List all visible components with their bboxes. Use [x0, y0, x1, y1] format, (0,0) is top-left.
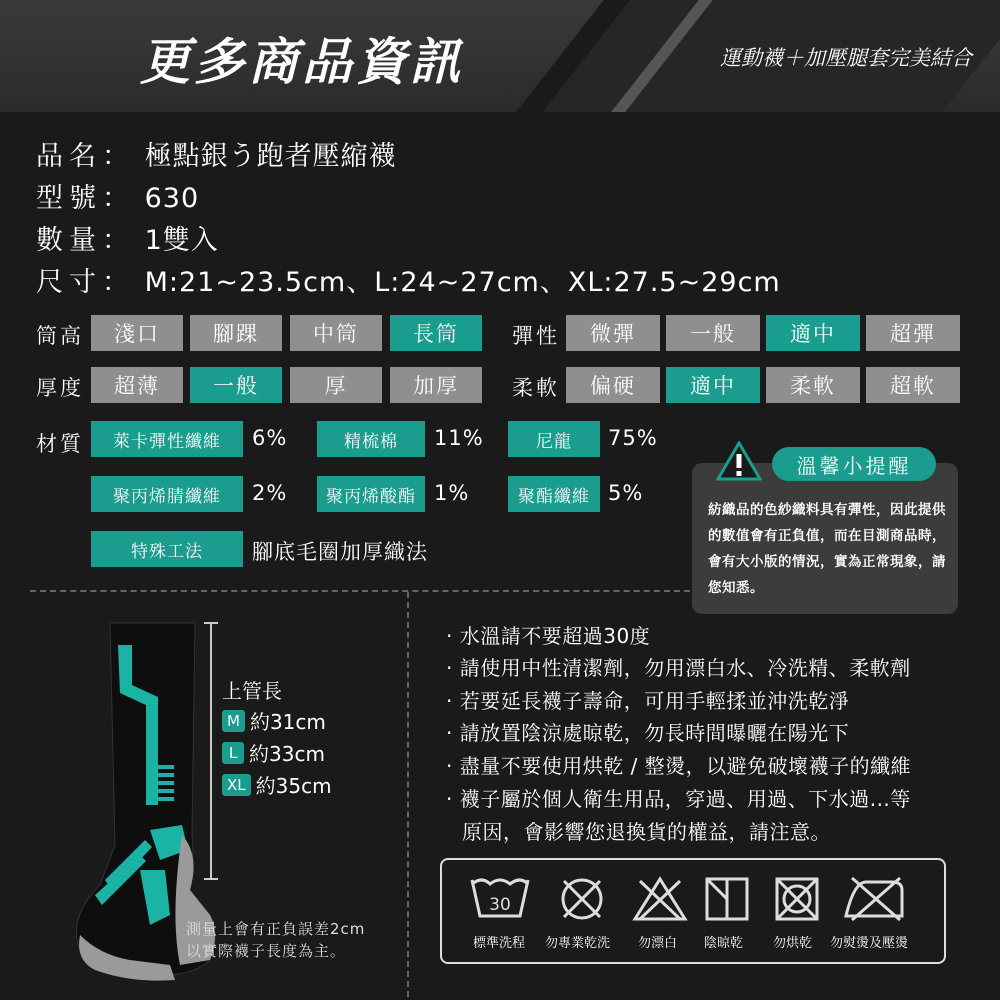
length-title: 上管長	[222, 679, 282, 703]
care-line: · 請使用中性清潔劑，勿用漂白水、冷洗精、柔軟劑	[446, 656, 911, 680]
material-percent: 2%	[252, 481, 288, 505]
care-line: · 若要延長襪子壽命，可用手輕揉並沖洗乾淨	[446, 689, 850, 713]
height-option: 腳踝	[190, 315, 282, 351]
care-line: · 盡量不要使用烘乾 / 整燙，以避免破壞襪子的纖維	[446, 754, 912, 778]
no-bleach-icon	[632, 876, 688, 922]
elasticity-option: 一般	[666, 315, 760, 351]
thickness-option: 厚	[290, 367, 382, 403]
elasticity-label: 彈性	[512, 324, 560, 348]
warning-icon	[716, 441, 762, 481]
material-name: 尼龍	[508, 421, 600, 457]
special-method-value: 腳底毛圈加厚織法	[252, 540, 428, 564]
size-tag: L	[222, 742, 244, 764]
material-percent: 75%	[608, 426, 658, 450]
material-percent: 6%	[252, 426, 288, 450]
length-bracket	[204, 622, 218, 880]
height-option: 中筒	[290, 315, 382, 351]
length-value: 約33cm	[249, 742, 325, 766]
length-row	[222, 738, 325, 767]
length-value: 約35cm	[255, 774, 332, 798]
thickness-option: 超薄	[91, 367, 183, 403]
tip-title: 溫馨小提醒	[772, 447, 936, 481]
thickness-option-selected: 一般	[190, 367, 282, 403]
line-dry-shade-icon	[704, 876, 750, 922]
measure-note-line: 以實際襪子長度為主。	[186, 942, 347, 960]
no-tumble-dry-icon	[774, 876, 820, 922]
page-subtitle: 運動襪＋加壓腿套完美結合	[720, 46, 972, 70]
care-label: 勿烘乾	[773, 936, 813, 951]
measure-note	[186, 918, 365, 962]
material-label: 材質	[36, 432, 84, 456]
softness-option: 偏硬	[566, 367, 660, 403]
page-title: 更多商品資訊	[140, 33, 464, 91]
care-line: · 水溫請不要超過30度	[446, 624, 651, 648]
care-label: 標準洗程	[473, 936, 526, 951]
measure-note-line: 測量上會有正負誤差2cm	[186, 920, 366, 938]
height-label: 筒高	[36, 324, 84, 348]
softness-option: 柔軟	[766, 367, 860, 403]
height-option-selected: 長筒	[390, 315, 482, 351]
care-line: 原因，會影響您退換貨的權益，請注意。	[462, 820, 831, 844]
wash-tub-icon	[468, 874, 532, 922]
care-label: 勿專業乾洗	[545, 936, 611, 951]
material-percent: 1%	[434, 481, 470, 505]
elasticity-option: 微彈	[566, 315, 660, 351]
material-percent: 11%	[434, 426, 484, 450]
care-label: 勿漂白	[638, 936, 678, 951]
elasticity-option: 超彈	[866, 315, 960, 351]
softness-option: 超軟	[866, 367, 960, 403]
wash-temp-text: 30	[489, 895, 511, 915]
length-value: 約31cm	[249, 710, 326, 734]
size-tag: M	[222, 710, 245, 732]
no-iron-icon	[842, 876, 906, 922]
care-label: 勿熨燙及壓燙	[830, 936, 909, 951]
info-quantity: 數量： 1雙入	[36, 225, 219, 256]
info-size: 尺寸： M:21~23.5cm、L:24~27cm、XL:27.5~29cm	[36, 267, 781, 298]
material-name: 聚丙烯腈纖維	[91, 476, 243, 512]
size-tag: XL	[222, 774, 251, 796]
thickness-label: 厚度	[36, 376, 84, 400]
care-line: · 請放置陰涼處晾乾，勿長時間曝曬在陽光下	[446, 721, 850, 745]
care-label: 陰晾乾	[704, 936, 744, 951]
care-line: · 襪子屬於個人衛生用品，穿過、用過、下水過...等	[446, 787, 911, 811]
length-row	[222, 770, 332, 799]
material-name: 聚丙烯酸酯	[317, 476, 425, 512]
material-name: 精梳棉	[317, 421, 425, 457]
material-name: 聚酯纖維	[508, 476, 600, 512]
tip-text: 紡織品的色紗織料具有彈性，因此提供的數值會有正負值，而在目測商品時，會有大小版的情況，實為正常現象，請您知悉。	[708, 502, 946, 596]
height-option: 淺口	[91, 315, 183, 351]
divider-horizontal	[30, 590, 690, 592]
no-dry-clean-icon	[558, 876, 606, 922]
divider-vertical	[407, 592, 409, 997]
special-method-label: 特殊工法	[91, 531, 243, 567]
material-name: 萊卡彈性纖維	[91, 421, 243, 457]
length-row	[222, 706, 326, 735]
softness-option-selected: 適中	[666, 367, 760, 403]
thickness-option: 加厚	[390, 367, 482, 403]
header-banner	[0, 0, 1000, 112]
info-name: 品名： 極點銀う跑者壓縮襪	[36, 141, 397, 172]
info-model: 型號： 630	[36, 183, 200, 214]
material-percent: 5%	[608, 481, 644, 505]
softness-label: 柔軟	[512, 376, 560, 400]
elasticity-option-selected: 適中	[766, 315, 860, 351]
